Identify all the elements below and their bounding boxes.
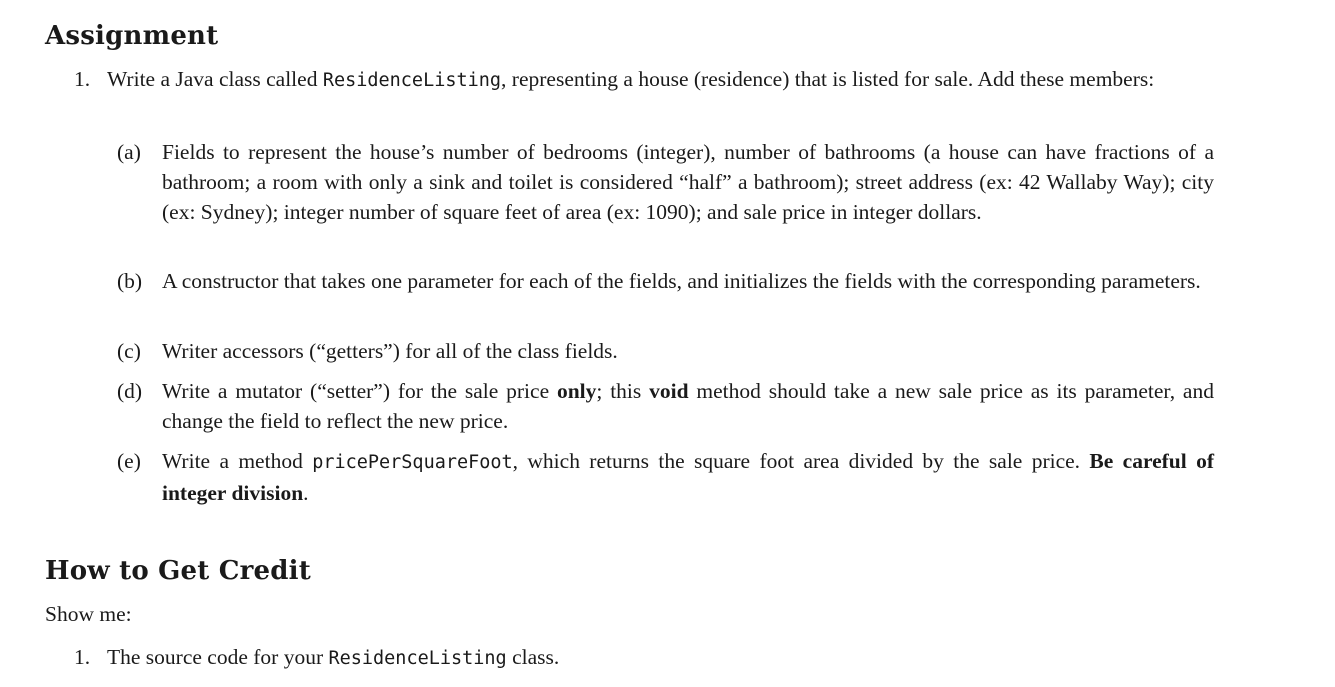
assignment-item-1-text [107, 64, 1214, 96]
method-name-code: pricePerSquareFoot [312, 452, 513, 473]
subitem-c-text: Writer accessors (“getters”) for all of the class fields. [162, 339, 618, 363]
subitem-label-a: (a) [117, 140, 141, 164]
list-item-number: 1. [74, 645, 91, 669]
text-segment: ; this [596, 379, 650, 403]
text-segment: , which returns the square foot area divided by the sale price. [512, 449, 1090, 473]
subitem-label-c: (c) [117, 339, 141, 363]
text-segment: , representing a house (residence) that is listed for sale. Add these members: [501, 67, 1155, 91]
subitem-label-d: (d) [117, 379, 143, 403]
bold-text: void [649, 379, 689, 403]
assignment-heading: Assignment [45, 21, 219, 51]
bold-text: only [556, 379, 597, 403]
subitem-e-text [162, 446, 1214, 508]
subitem-b-text: A constructor that takes one parameter for each of the fields, and initializes the fields with the corresponding parameters. [162, 269, 1201, 293]
credit-item-1-text [107, 642, 559, 674]
list-item-number: 1. [74, 67, 91, 91]
subitem-label-b: (b) [117, 269, 143, 293]
class-name-code: ResidenceListing [328, 648, 507, 669]
bold-text: Be careful of integer division [162, 449, 1214, 505]
subitem-a-text: Fields to represent the house’s number of bedrooms (integer), number of bathrooms (a house can have fractions of a bathroom; a room with only a sink and toilet is considered “half” a bathroom); street address (ex: 42 Wallaby Way); city (ex: Sydney); integer number of square feet of area (ex: 1090); and sale price in integer dollars. [162, 140, 1214, 224]
credit-intro: Show me: [45, 602, 132, 626]
text-segment: method should take a new sale price as its parameter, and change the field to reflect the new price. [162, 379, 1214, 433]
subitem-d-text [162, 376, 1214, 436]
text-segment: Write a Java class called [107, 67, 323, 91]
text-segment: class. [506, 645, 560, 669]
subitem-label-e: (e) [117, 449, 141, 473]
text-segment: . [303, 481, 309, 505]
text-segment: Write a method [162, 449, 313, 473]
text-segment: Write a mutator (“setter”) for the sale price [162, 379, 557, 403]
credit-heading: How to Get Credit [45, 556, 311, 586]
class-name-code: ResidenceListing [322, 70, 502, 91]
text-segment: The source code for your [107, 645, 329, 669]
